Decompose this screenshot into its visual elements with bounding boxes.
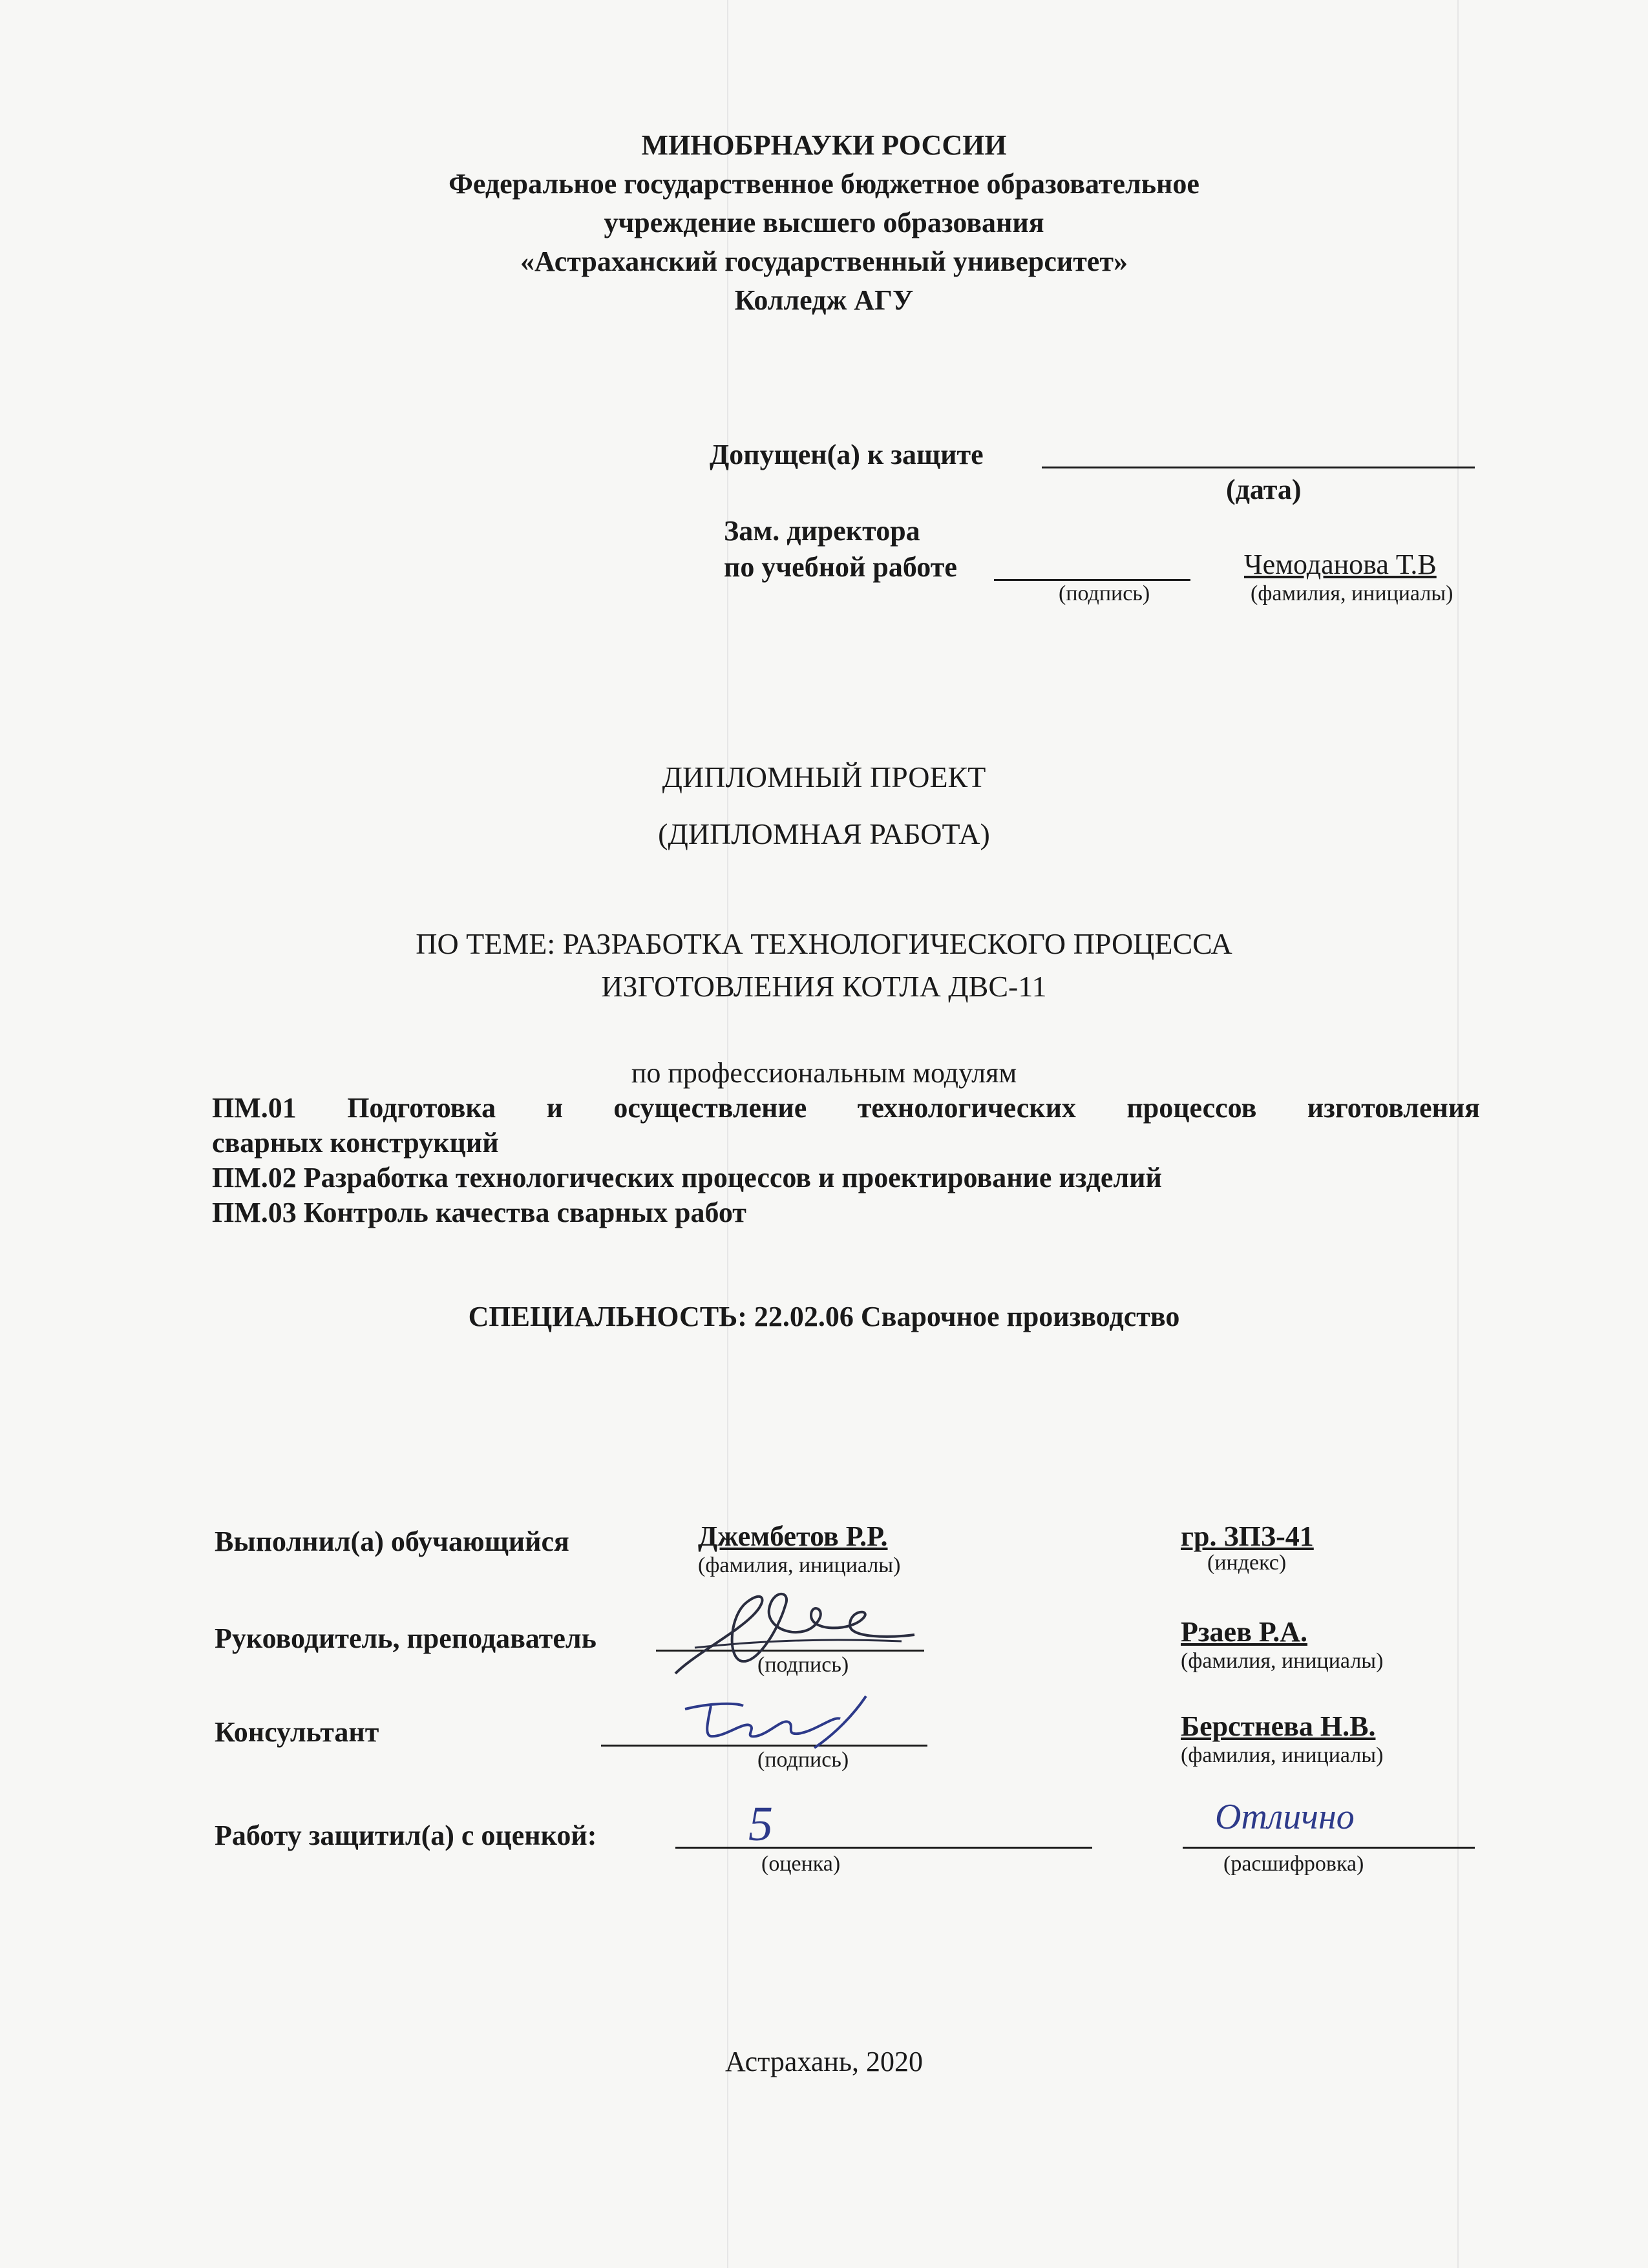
grade-decode-line[interactable]: [1183, 1847, 1475, 1849]
student-label: Выполнил(а) обучающийся: [215, 1526, 569, 1557]
consultant-name-caption: (фамилия, инициалы): [1181, 1743, 1384, 1767]
document-title: ДИПЛОМНЫЙ ПРОЕКТ: [662, 761, 986, 793]
grade-value: 5: [748, 1797, 773, 1851]
student-name-caption: (фамилия, инициалы): [698, 1553, 901, 1577]
grade-caption: (оценка): [761, 1852, 841, 1876]
consultant-name: Берстнева Н.В.: [1181, 1710, 1376, 1742]
supervisor-signature-caption: (подпись): [757, 1653, 849, 1677]
ministry-line: МИНОБРНАУКИ РОССИИ: [641, 129, 1007, 161]
consultant-label: Консультант: [215, 1716, 379, 1748]
student-group: гр. ЗПЗ-41: [1181, 1520, 1314, 1552]
student-group-caption: (индекс): [1207, 1551, 1287, 1575]
deputy-title-line-2: по учебной работе: [724, 551, 957, 583]
university-name: «Астраханский государственный университет»: [520, 246, 1128, 277]
deputy-name: Чемоданова Т.В: [1244, 549, 1437, 580]
grade-label: Работу защитил(а) с оценкой:: [215, 1820, 597, 1851]
admitted-label: Допущен(а) к защите: [710, 439, 984, 470]
supervisor-name: Рзаев Р.А.: [1181, 1616, 1308, 1648]
student-name: Джембетов Р.Р.: [698, 1520, 888, 1552]
grade-decode-caption: (расшифровка): [1223, 1852, 1364, 1876]
date-line[interactable]: [1042, 467, 1475, 468]
supervisor-label: Руководитель, преподаватель: [215, 1622, 597, 1654]
module-pm01-line-2: сварных конструкций: [212, 1127, 499, 1159]
topic-line-2: ИЗГОТОВЛЕНИЯ КОТЛА ДВС-11: [601, 970, 1047, 1003]
institution-header: [0, 126, 1648, 320]
module-pm03: ПМ.03 Контроль качества сварных работ: [212, 1197, 746, 1228]
module-pm01-line-1: ПМ.01 Подготовка и осуществление технологических процессов изготовления: [212, 1092, 1480, 1124]
city-year: Астрахань, 2020: [724, 2046, 924, 2077]
deputy-signature-caption: (подпись): [1059, 582, 1150, 605]
topic-line-1: ПО ТЕМЕ: РАЗРАБОТКА ТЕХНОЛОГИЧЕСКОГО ПРОЦЕССА: [416, 927, 1232, 960]
supervisor-name-caption: (фамилия, инициалы): [1181, 1649, 1384, 1673]
document-subtitle: (ДИПЛОМНАЯ РАБОТА): [658, 817, 990, 850]
consultant-signature-caption: (подпись): [757, 1748, 849, 1772]
college-name: Колледж АГУ: [734, 284, 914, 316]
consultant-signature-scribble: [672, 1690, 905, 1754]
grade-word: Отлично: [1215, 1797, 1355, 1837]
deputy-signature-line[interactable]: [994, 579, 1190, 581]
modules-intro: по профессиональным модулям: [631, 1057, 1017, 1089]
modules-list: [212, 1091, 1480, 1230]
deputy-title-line-1: Зам. директора: [724, 515, 920, 547]
institution-line-1: Федеральное государственное бюджетное образовательное: [449, 168, 1199, 200]
module-pm02: ПМ.02 Разработка технологических процессов и проектирование изделий: [212, 1162, 1162, 1193]
grade-line[interactable]: [675, 1847, 1092, 1849]
date-caption: (дата): [1226, 474, 1302, 505]
deputy-name-caption: (фамилия, инициалы): [1251, 582, 1453, 605]
institution-line-2: учреждение высшего образования: [604, 207, 1044, 238]
specialty: СПЕЦИАЛЬНОСТЬ: 22.02.06 Сварочное производство: [468, 1301, 1180, 1332]
